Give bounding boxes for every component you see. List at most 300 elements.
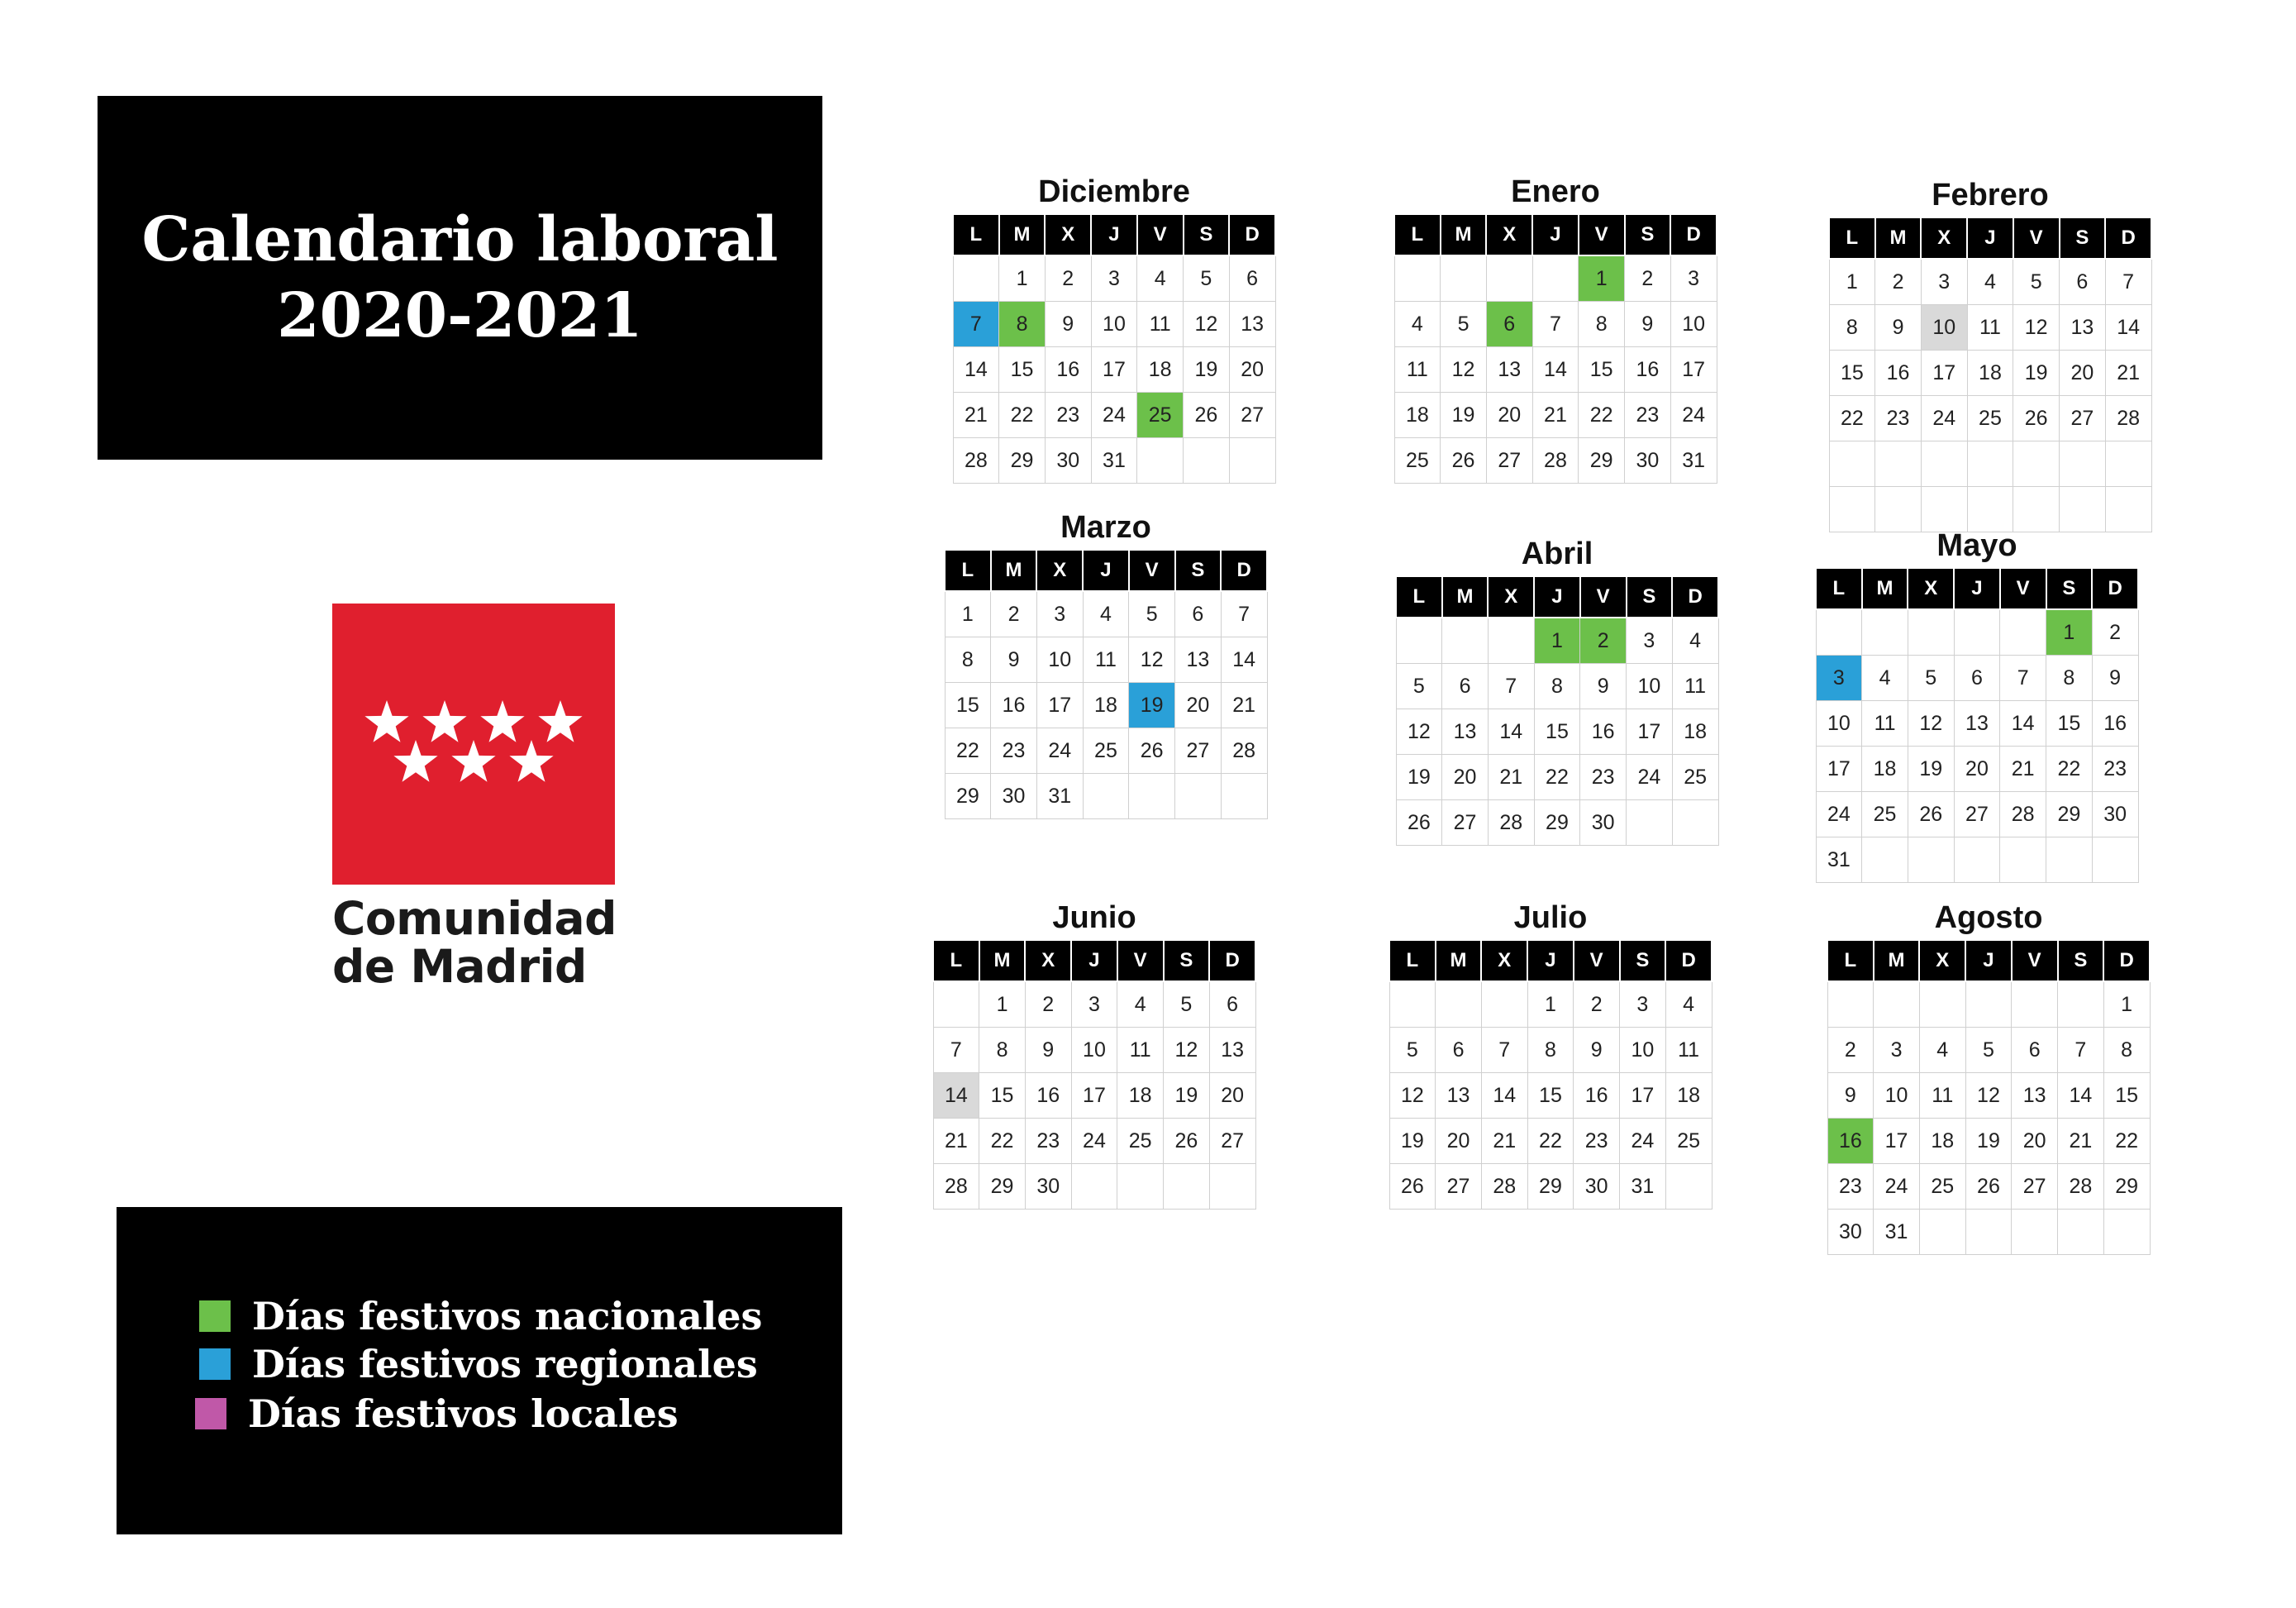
- day-cell: 24: [1816, 792, 1862, 837]
- day-cell: 27: [2012, 1164, 2058, 1210]
- day-cell: 16: [991, 683, 1037, 728]
- week-row: [953, 438, 1275, 484]
- day-cell: 9: [1025, 1028, 1071, 1073]
- month-title: Julio: [1513, 900, 1588, 935]
- weekday-header: L: [1394, 214, 1441, 255]
- weekday-header: X: [1919, 940, 1965, 981]
- day-cell: 17: [1091, 347, 1137, 393]
- day-cell: 24: [1670, 393, 1717, 438]
- empty-day-cell: [1875, 441, 1922, 487]
- empty-day-cell: [2012, 981, 2058, 1028]
- day-cell: 25: [1137, 393, 1184, 438]
- week-row: [945, 728, 1267, 774]
- day-cell: 14: [2058, 1073, 2104, 1119]
- week-row: [1396, 664, 1718, 709]
- day-cell: 31: [1816, 837, 1862, 883]
- empty-day-cell: [1441, 255, 1487, 302]
- day-cell: 1: [1829, 259, 1875, 305]
- day-cell: 18: [1137, 347, 1184, 393]
- day-cell: 2: [1025, 981, 1071, 1028]
- day-cell: 10: [1091, 302, 1137, 347]
- day-cell: 21: [2058, 1119, 2104, 1164]
- day-cell: 17: [1816, 747, 1862, 792]
- week-row: [945, 591, 1267, 637]
- week-row: [1389, 981, 1712, 1028]
- day-cell: 6: [2012, 1028, 2058, 1073]
- weekday-header: V: [1117, 940, 1164, 981]
- logo-line-2: de Madrid: [332, 940, 587, 993]
- empty-day-cell: [1908, 837, 1954, 883]
- day-cell: 26: [1129, 728, 1175, 774]
- day-cell: 26: [1965, 1164, 2012, 1210]
- day-cell: 16: [1625, 347, 1671, 393]
- empty-day-cell: [1229, 438, 1275, 484]
- day-cell: 11: [1672, 664, 1718, 709]
- weekday-header: J: [1967, 217, 2013, 259]
- empty-day-cell: [1827, 981, 1874, 1028]
- day-cell: 18: [1862, 747, 1908, 792]
- weekday-header: V: [1579, 214, 1625, 255]
- day-cell: 29: [1527, 1164, 1574, 1210]
- day-cell: 12: [1965, 1073, 2012, 1119]
- week-row: [1816, 609, 2138, 656]
- weekday-header: S: [1164, 940, 1210, 981]
- day-cell: 2: [1580, 618, 1627, 664]
- day-cell: 25: [1919, 1164, 1965, 1210]
- week-row: [933, 1073, 1255, 1119]
- day-cell: 19: [1164, 1073, 1210, 1119]
- day-cell: 28: [1481, 1164, 1527, 1210]
- month-title: Marzo: [1060, 510, 1151, 545]
- day-cell: 29: [2046, 792, 2093, 837]
- day-cell: 17: [1874, 1119, 1920, 1164]
- empty-day-cell: [1967, 441, 2013, 487]
- weekday-header: D: [1670, 214, 1717, 255]
- legend-swatch-national: [199, 1300, 231, 1332]
- weekday-header: V: [2000, 568, 2046, 609]
- day-cell: 13: [1954, 701, 2000, 747]
- day-cell: 8: [1534, 664, 1580, 709]
- weekday-header: L: [953, 214, 999, 255]
- day-cell: 13: [1175, 637, 1222, 683]
- day-cell: 15: [1527, 1073, 1574, 1119]
- week-row: [933, 1164, 1255, 1210]
- day-cell: 25: [1394, 438, 1441, 484]
- day-cell: 18: [1394, 393, 1441, 438]
- week-row: [1827, 1164, 2150, 1210]
- day-cell: 20: [1954, 747, 2000, 792]
- day-cell: 4: [1862, 656, 1908, 701]
- weekday-header: X: [1036, 550, 1083, 591]
- weekday-header: M: [999, 214, 1046, 255]
- empty-day-cell: [1919, 1210, 1965, 1255]
- week-row: [945, 683, 1267, 728]
- empty-day-cell: [2000, 837, 2046, 883]
- logo-line-1: Comunidad: [332, 892, 617, 945]
- empty-day-cell: [1816, 609, 1862, 656]
- day-cell: 14: [2000, 701, 2046, 747]
- day-cell: 5: [2013, 259, 2060, 305]
- empty-day-cell: [1436, 981, 1482, 1028]
- day-cell: 11: [1083, 637, 1129, 683]
- day-cell: 8: [1829, 305, 1875, 351]
- legend-label-regional: Días festivos regionales: [252, 1342, 758, 1386]
- day-cell: 1: [979, 981, 1026, 1028]
- weekday-header: J: [1527, 940, 1574, 981]
- day-cell: 26: [1908, 792, 1954, 837]
- day-cell: 13: [1486, 347, 1532, 393]
- day-cell: 17: [1921, 351, 1967, 396]
- day-cell: 1: [945, 591, 991, 637]
- month-grid: [1389, 939, 1712, 1210]
- month-title: Diciembre: [1038, 174, 1190, 209]
- day-cell: 21: [933, 1119, 979, 1164]
- day-cell: 16: [2092, 701, 2138, 747]
- legend-item-local: [195, 1391, 679, 1436]
- day-cell: 20: [1486, 393, 1532, 438]
- day-cell: 5: [1965, 1028, 2012, 1073]
- week-row: [953, 302, 1275, 347]
- week-row: [1829, 351, 2151, 396]
- day-cell: 20: [2060, 351, 2106, 396]
- legend-item-regional: [199, 1342, 758, 1386]
- week-row: [1827, 981, 2150, 1028]
- week-row: [1827, 1210, 2150, 1255]
- day-cell: 18: [1919, 1119, 1965, 1164]
- month-febrero: [1828, 174, 2152, 532]
- month-title: Abril: [1521, 537, 1593, 571]
- weekday-header: S: [1175, 550, 1222, 591]
- day-cell: 21: [2105, 351, 2151, 396]
- weekday-header: D: [1221, 550, 1267, 591]
- day-cell: 31: [1874, 1210, 1920, 1255]
- day-cell: 4: [1394, 302, 1441, 347]
- day-cell: 15: [1534, 709, 1580, 755]
- day-cell: 29: [1579, 438, 1625, 484]
- day-cell: 16: [1025, 1073, 1071, 1119]
- week-row: [1396, 755, 1718, 800]
- weekday-header: M: [1436, 940, 1482, 981]
- empty-day-cell: [1184, 438, 1230, 484]
- weekday-header: V: [2012, 940, 2058, 981]
- week-row: [1816, 701, 2138, 747]
- day-cell: 10: [1670, 302, 1717, 347]
- weekday-header: M: [1441, 214, 1487, 255]
- day-cell: 29: [999, 438, 1046, 484]
- day-cell: 27: [1209, 1119, 1255, 1164]
- empty-day-cell: [1117, 1164, 1164, 1210]
- logo-red-square: [332, 604, 615, 885]
- empty-day-cell: [1221, 774, 1267, 819]
- day-cell: 17: [1627, 709, 1673, 755]
- day-cell: 23: [2092, 747, 2138, 792]
- weekday-header: J: [1091, 214, 1137, 255]
- day-cell: 19: [1389, 1119, 1436, 1164]
- weekday-header: D: [1672, 576, 1718, 618]
- day-cell: 14: [953, 347, 999, 393]
- month-grid: [944, 549, 1268, 819]
- day-cell: 26: [1396, 800, 1442, 846]
- day-cell: 21: [953, 393, 999, 438]
- week-row: [1827, 1028, 2150, 1073]
- month-title: Junio: [1052, 900, 1136, 935]
- day-cell: 23: [1875, 396, 1922, 441]
- week-row: [1389, 1164, 1712, 1210]
- day-cell: 19: [1965, 1119, 2012, 1164]
- day-cell: 7: [2105, 259, 2151, 305]
- day-cell: 13: [1209, 1028, 1255, 1073]
- week-row: [1389, 1119, 1712, 1164]
- day-cell: 6: [2060, 259, 2106, 305]
- day-cell: 7: [1488, 664, 1534, 709]
- weekday-header: S: [1627, 576, 1673, 618]
- day-cell: 5: [1129, 591, 1175, 637]
- empty-day-cell: [1083, 774, 1129, 819]
- day-cell: 1: [1579, 255, 1625, 302]
- day-cell: 18: [1083, 683, 1129, 728]
- day-cell: 28: [953, 438, 999, 484]
- day-cell: 3: [1091, 255, 1137, 302]
- month-diciembre: [952, 170, 1276, 484]
- day-cell: 8: [979, 1028, 1026, 1073]
- weekday-header: M: [1874, 940, 1920, 981]
- weekday-header: V: [1580, 576, 1627, 618]
- day-cell: 3: [1627, 618, 1673, 664]
- day-cell: 6: [1229, 255, 1275, 302]
- day-cell: 4: [1083, 591, 1129, 637]
- day-cell: 11: [1394, 347, 1441, 393]
- month-grid: [1827, 939, 2151, 1255]
- day-cell: 28: [1488, 800, 1534, 846]
- day-cell: 9: [1875, 305, 1922, 351]
- title-line-1: Calendario laboral: [141, 203, 779, 275]
- weekday-header: S: [1620, 940, 1666, 981]
- week-row: [1394, 438, 1717, 484]
- day-cell: 15: [999, 347, 1046, 393]
- day-cell: 10: [1874, 1073, 1920, 1119]
- empty-day-cell: [1829, 441, 1875, 487]
- weekday-header: L: [1389, 940, 1436, 981]
- day-cell: 11: [1862, 701, 1908, 747]
- month-junio: [932, 896, 1256, 1210]
- day-cell: 9: [1045, 302, 1091, 347]
- day-cell: 4: [1967, 259, 2013, 305]
- day-cell: 5: [1396, 664, 1442, 709]
- day-cell: 24: [1620, 1119, 1666, 1164]
- day-cell: 21: [1481, 1119, 1527, 1164]
- day-cell: 3: [1874, 1028, 1920, 1073]
- week-row: [953, 347, 1275, 393]
- legend-label-national: Días festivos nacionales: [252, 1294, 763, 1338]
- day-cell: 9: [1827, 1073, 1874, 1119]
- day-cell: 5: [1908, 656, 1954, 701]
- day-cell: 23: [1580, 755, 1627, 800]
- empty-day-cell: [1874, 981, 1920, 1028]
- weekday-header: M: [979, 940, 1026, 981]
- day-cell: 17: [1036, 683, 1083, 728]
- day-cell: 23: [1625, 393, 1671, 438]
- day-cell: 20: [1442, 755, 1489, 800]
- day-cell: 4: [1919, 1028, 1965, 1073]
- day-cell: 14: [2105, 305, 2151, 351]
- day-cell: 22: [999, 393, 1046, 438]
- day-cell: 19: [1396, 755, 1442, 800]
- seven-stars-icon: [332, 604, 615, 885]
- weekday-header: L: [1827, 940, 1874, 981]
- weekday-header: S: [2046, 568, 2093, 609]
- comunidad-madrid-logo: [332, 604, 617, 993]
- day-cell: 11: [1117, 1028, 1164, 1073]
- day-cell: 13: [1229, 302, 1275, 347]
- day-cell: 11: [1137, 302, 1184, 347]
- day-cell: 31: [1620, 1164, 1666, 1210]
- weekday-header: V: [1574, 940, 1620, 981]
- week-row: [1829, 396, 2151, 441]
- empty-day-cell: [1394, 255, 1441, 302]
- day-cell: 8: [1527, 1028, 1574, 1073]
- month-julio: [1389, 896, 1712, 1210]
- day-cell: 3: [1071, 981, 1117, 1028]
- day-cell: 27: [1442, 800, 1489, 846]
- empty-day-cell: [1665, 1164, 1712, 1210]
- day-cell: 22: [2046, 747, 2093, 792]
- day-cell: 30: [1625, 438, 1671, 484]
- day-cell: 10: [1627, 664, 1673, 709]
- weekday-header: J: [1954, 568, 2000, 609]
- legend-swatch-regional: [199, 1348, 231, 1380]
- day-cell: 12: [1396, 709, 1442, 755]
- week-row: [945, 774, 1267, 819]
- week-row: [933, 981, 1255, 1028]
- day-cell: 14: [933, 1073, 979, 1119]
- day-cell: 6: [1442, 664, 1489, 709]
- day-cell: 26: [1441, 438, 1487, 484]
- empty-day-cell: [1954, 837, 2000, 883]
- day-cell: 22: [945, 728, 991, 774]
- week-row: [1829, 259, 2151, 305]
- day-cell: 2: [1625, 255, 1671, 302]
- day-cell: 6: [1954, 656, 2000, 701]
- day-cell: 2: [1045, 255, 1091, 302]
- day-cell: 3: [1036, 591, 1083, 637]
- weekday-header: D: [1229, 214, 1275, 255]
- week-row: [1816, 656, 2138, 701]
- day-cell: 26: [1184, 393, 1230, 438]
- day-cell: 19: [2013, 351, 2060, 396]
- day-cell: 2: [991, 591, 1037, 637]
- day-cell: 16: [1827, 1119, 1874, 1164]
- day-cell: 3: [1620, 981, 1666, 1028]
- weekday-header: M: [1875, 217, 1922, 259]
- weekday-header: L: [1396, 576, 1442, 618]
- day-cell: 25: [1083, 728, 1129, 774]
- day-cell: 5: [1441, 302, 1487, 347]
- day-cell: 10: [1921, 305, 1967, 351]
- day-cell: 30: [1580, 800, 1627, 846]
- day-cell: 10: [1620, 1028, 1666, 1073]
- day-cell: 19: [1908, 747, 1954, 792]
- day-cell: 7: [1532, 302, 1579, 347]
- day-cell: 23: [1045, 393, 1091, 438]
- empty-day-cell: [2060, 441, 2106, 487]
- day-cell: 8: [945, 637, 991, 683]
- weekday-header: V: [1137, 214, 1184, 255]
- month-grid: [1828, 217, 2152, 532]
- weekday-header: S: [1184, 214, 1230, 255]
- month-grid: [1395, 575, 1719, 846]
- day-cell: 6: [1209, 981, 1255, 1028]
- month-marzo: [944, 506, 1268, 819]
- weekday-header: V: [2013, 217, 2060, 259]
- week-row: [1396, 709, 1718, 755]
- month-mayo: [1815, 524, 2139, 883]
- day-cell: 22: [2103, 1119, 2150, 1164]
- day-cell: 16: [1875, 351, 1922, 396]
- day-cell: 27: [2060, 396, 2106, 441]
- day-cell: 7: [1221, 591, 1267, 637]
- day-cell: 12: [1164, 1028, 1210, 1073]
- weekday-header: J: [1534, 576, 1580, 618]
- day-cell: 24: [1036, 728, 1083, 774]
- day-cell: 23: [1827, 1164, 1874, 1210]
- week-row: [933, 1028, 1255, 1073]
- logo-wordmark: [332, 892, 617, 993]
- day-cell: 27: [1954, 792, 2000, 837]
- day-cell: 23: [991, 728, 1037, 774]
- day-cell: 5: [1389, 1028, 1436, 1073]
- day-cell: 25: [1967, 396, 2013, 441]
- week-row: [1827, 1119, 2150, 1164]
- day-cell: 25: [1117, 1119, 1164, 1164]
- empty-day-cell: [1209, 1164, 1255, 1210]
- weekday-header: S: [2058, 940, 2104, 981]
- empty-day-cell: [2103, 1210, 2150, 1255]
- week-row: [953, 255, 1275, 302]
- day-cell: 12: [1908, 701, 1954, 747]
- month-title: Agosto: [1934, 900, 2043, 935]
- empty-day-cell: [1396, 618, 1442, 664]
- day-cell: 5: [1184, 255, 1230, 302]
- week-row: [1394, 347, 1717, 393]
- weekday-header: L: [945, 550, 991, 591]
- empty-day-cell: [1965, 981, 2012, 1028]
- day-cell: 20: [1175, 683, 1222, 728]
- weekday-header: L: [933, 940, 979, 981]
- day-cell: 30: [1574, 1164, 1620, 1210]
- day-cell: 12: [1441, 347, 1487, 393]
- day-cell: 5: [1164, 981, 1210, 1028]
- day-cell: 25: [1862, 792, 1908, 837]
- day-cell: 6: [1436, 1028, 1482, 1073]
- weekday-header: D: [2092, 568, 2138, 609]
- day-cell: 21: [1532, 393, 1579, 438]
- day-cell: 2: [2092, 609, 2138, 656]
- day-cell: 17: [1620, 1073, 1666, 1119]
- empty-day-cell: [1862, 837, 1908, 883]
- day-cell: 18: [1672, 709, 1718, 755]
- week-row: [1816, 747, 2138, 792]
- day-cell: 30: [1827, 1210, 1874, 1255]
- day-cell: 21: [1488, 755, 1534, 800]
- month-agosto: [1827, 896, 2151, 1255]
- day-cell: 7: [953, 302, 999, 347]
- weekday-header: X: [1486, 214, 1532, 255]
- day-cell: 11: [1919, 1073, 1965, 1119]
- legend: [117, 1207, 842, 1534]
- empty-day-cell: [1954, 609, 2000, 656]
- day-cell: 10: [1816, 701, 1862, 747]
- empty-day-cell: [1164, 1164, 1210, 1210]
